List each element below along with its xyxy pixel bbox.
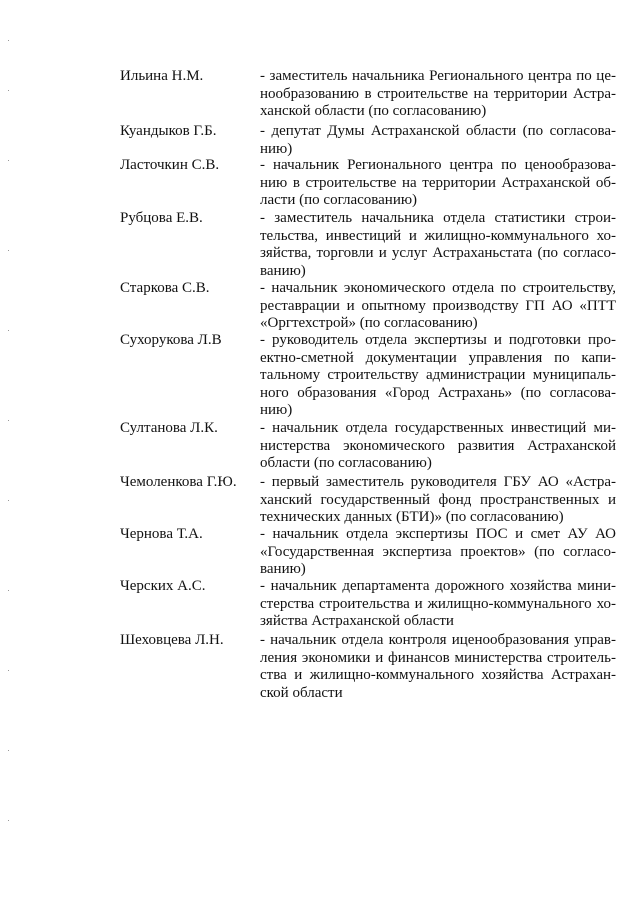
member-position <box>260 68 616 121</box>
position-line: ления экономики и финансов министерства строитель- <box>260 649 616 666</box>
position-line: нию) <box>260 402 293 418</box>
member-name: Рубцова Е.В. <box>120 210 203 226</box>
position-line: - первый заместитель руководителя ГБУ АО «Астра- <box>260 474 616 490</box>
position-line: нистерства экономического развития Астраханской <box>260 437 616 454</box>
member-name: Чернова Т.А. <box>120 526 203 542</box>
position-line: нию в строительстве на территории Астраханской об- <box>260 174 616 191</box>
member-position <box>260 526 616 579</box>
position-line: - начальник департамента дорожного хозяйства мини- <box>260 578 616 594</box>
member-name: Шеховцева Л.Н. <box>120 632 224 648</box>
position-line: - депутат Думы Астраханской области (по согласова- <box>260 123 616 139</box>
position-line: - начальник Регионального центра по ценообразова- <box>260 157 616 173</box>
member-position <box>260 420 616 473</box>
position-line: тельства, инвестиций и жилищно-коммунального хо- <box>260 227 616 244</box>
member-name: Куандыков Г.Б. <box>120 123 217 139</box>
member-position <box>260 280 616 333</box>
member-position <box>260 210 616 280</box>
position-line: ской области <box>260 684 343 701</box>
position-line: ханской области (по согласованию) <box>260 103 487 119</box>
member-position <box>260 578 616 631</box>
position-line: «Государственная экспертиза проектов» (по согласо- <box>260 543 616 560</box>
position-line: ектно-сметной документации управления по капи- <box>260 349 616 366</box>
member-position <box>260 123 616 158</box>
position-line: зяйства, торговли и услуг Астраханьстата (по согласо- <box>260 245 616 261</box>
member-name: Чемоленкова Г.Ю. <box>120 474 237 490</box>
position-line: ласти (по согласованию) <box>260 192 418 208</box>
member-name: Старкова С.В. <box>120 280 210 296</box>
position-line: стерства строительства и жилищно-коммунального хо- <box>260 595 616 612</box>
member-position <box>260 474 616 527</box>
member-name: Сухорукова Л.В <box>120 332 222 348</box>
member-name: Ильина Н.М. <box>120 68 204 84</box>
position-line: - руководитель отдела экспертизы и подготовки про- <box>260 332 616 348</box>
position-line: зяйства Астраханской области <box>260 613 454 629</box>
member-position <box>260 632 616 702</box>
member-name: Ласточкин С.В. <box>120 157 220 173</box>
position-line: - начальник отдела экспертизы ПОС и смет АУ АО <box>260 526 616 542</box>
position-line: ства и жилищно-коммунального хозяйства Астрахан- <box>260 667 616 683</box>
scan-margin-dots <box>8 30 10 830</box>
member-position <box>260 157 616 210</box>
position-line: ханский государственный фонд пространственных и <box>260 491 616 508</box>
position-line: технических данных (БТИ)» (по согласованию) <box>260 509 564 525</box>
position-line: - заместитель начальника Регионального центра по це- <box>260 68 616 84</box>
position-line: нию) <box>260 140 293 157</box>
member-name: Черских А.С. <box>120 578 206 594</box>
position-line: нообразованию в строительстве на территории Астра- <box>260 85 616 102</box>
position-line: области (по согласованию) <box>260 455 432 471</box>
position-line: ванию) <box>260 561 306 577</box>
position-line: тальному строительству администрации муниципаль- <box>260 367 616 383</box>
position-line: реставрации и опытному производству ГП АО «ПТТ <box>260 297 616 314</box>
position-line: - начальник отдела государственных инвестиций ми- <box>260 420 616 436</box>
position-line: - начальник экономического отдела по строительству, <box>260 280 616 296</box>
position-line: - начальник отдела контроля иценообразования управ- <box>260 632 616 648</box>
position-line: ванию) <box>260 262 306 279</box>
member-name: Султанова Л.К. <box>120 420 218 436</box>
position-line: «Оргтехстрой» (по согласованию) <box>260 315 478 331</box>
member-position <box>260 332 616 420</box>
position-line: ного образования «Город Астрахань» (по согласова- <box>260 384 616 401</box>
position-line: - заместитель начальника отдела статистики строи- <box>260 210 616 226</box>
